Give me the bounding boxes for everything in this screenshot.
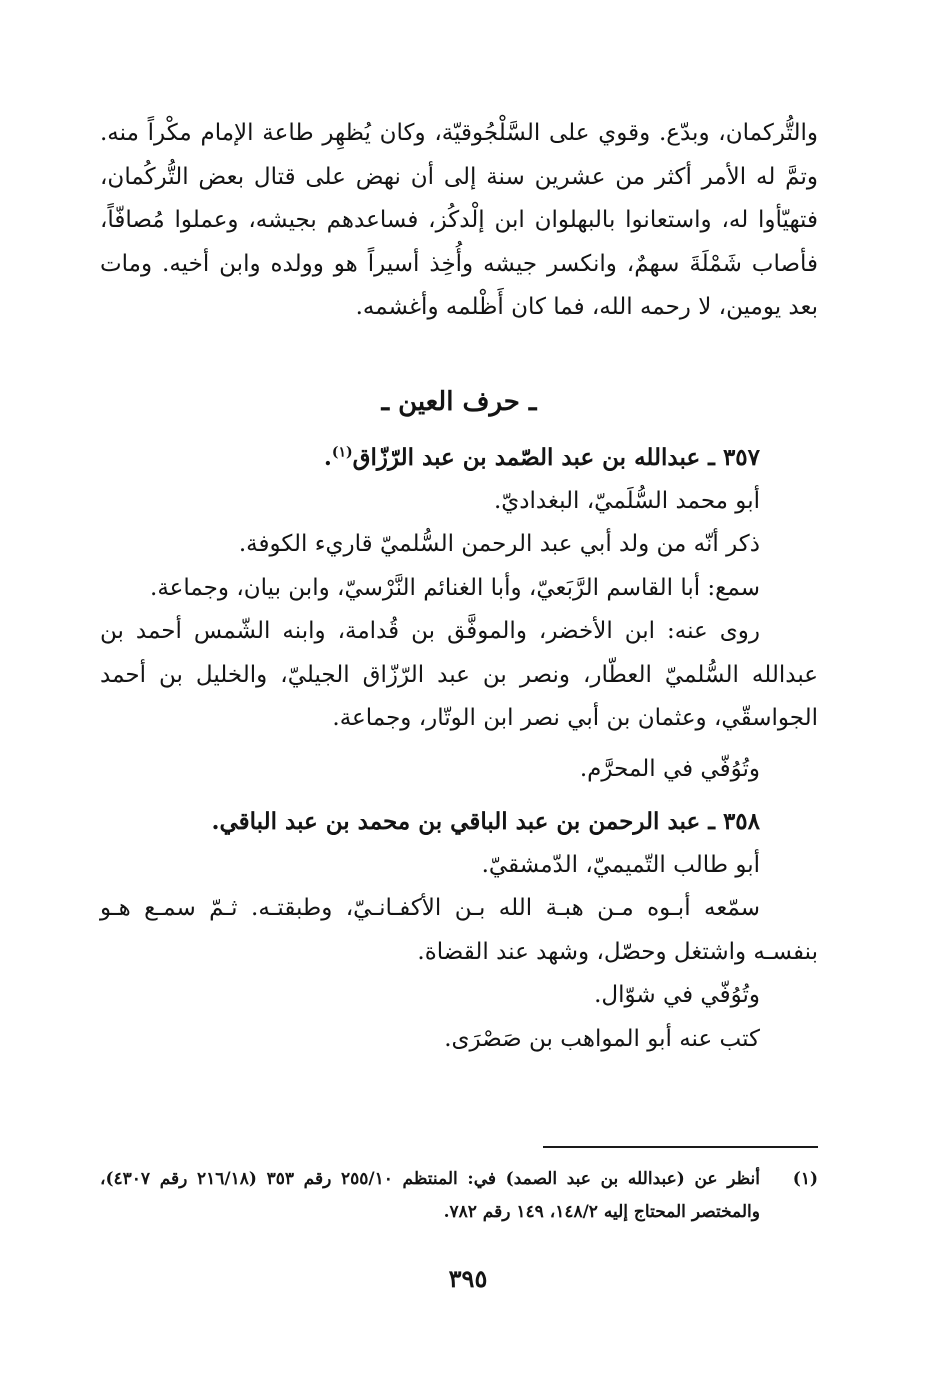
- entry-death: وتُوُفّي في شوّال.: [594, 982, 760, 1008]
- entry-death: وتُوُفّي في المحرَّم.: [579, 755, 760, 782]
- entry-heard: سمّعه أبـوه مـن هبـة الله بـن الأكفـانـيّ، وطبقتـه. ثـمّ سمـع هـو بنفسـه واشتغل وحصّل، وشهد عند القضاة.: [100, 895, 818, 965]
- footnote-reference: (١): [331, 444, 353, 461]
- footnote-number: (١): [792, 1169, 818, 1189]
- entry-title: ٣٥٧ ـ عبدالله بن عبد الصّمد بن عبد الرّزّاق: [352, 444, 760, 471]
- biography-entry-357: [100, 436, 818, 791]
- entry-lineage: ذكر أنّه من ولد أبي عبد الرحمن السُّلميّ قاريء الكوفة.: [238, 531, 760, 557]
- entry-heard: سمع: أبا القاسم الرَّبَعيّ، وأبا الغنائم النَّرْسيّ، وابن بيان، وجماعة.: [150, 574, 760, 601]
- entry-kunya: أبو محمد السُّلَميّ، البغداديّ.: [493, 487, 760, 514]
- biography-entry-358: [100, 800, 818, 1061]
- entry-heading: [100, 436, 818, 480]
- section-header: ـ حرف العين ـ: [381, 387, 537, 417]
- footnote: [100, 1163, 818, 1229]
- entry-narrators: روى عنه: ابن الأخضر، والموفَّق بن قُدامة، وابنه الشّمس أحمد بن عبدالله السُّلميّ العطّار، ونصر بن عبد الرّزّاق الجيليّ، والخليل بن أحمد الجواسقّي، وعثمان بن أبي نصر ابن الوتّار، وجماعة.: [100, 618, 818, 731]
- entry-title-end: .: [323, 444, 332, 471]
- intro-paragraph: والتُّركمان، وبدّع. وقوي على السَّلْجُوقيّة، وكان يُظهِر طاعة الإمام مكْراً منه. وتمَّ له الأمر أكثر من عشرين سنة إلى أن نهض على قتال بعض التُّركُمان، فتهيّأوا له، واستعانوا بالبهلوان ابن إلْدكُز، فساعدهم بجيشه، وعملوا مُصافّاً، فأصاب شَمْلَةَ سهمٌ، وانكسر جيشه وأُخِذ أسيراً هو وولده وابن أخيه. ومات بعد يومين، لا رحمه الله، فما كان أَظْلمه وأغشمه.: [100, 120, 818, 320]
- footnote-divider: [543, 1146, 818, 1148]
- entry-wrote: كتب عنه أبو المواهب بن صَصْرَى.: [444, 1025, 760, 1052]
- footnote-text: أنظر عن (عبدالله بن عبد الصمد) في: المنتظم ٢٥٥/١٠ رقم ٣٥٣ (٢١٦/١٨ رقم ٤٣٠٧)، والمختصر المحتاج إليه ١٤٨/٢، ١٤٩ رقم ٧٨٢.: [100, 1169, 760, 1222]
- page-number: ٣٩٥: [448, 1264, 488, 1293]
- entry-kunya: أبو طالب التّميميّ، الدّمشقيّ.: [481, 851, 760, 878]
- entry-heading: ٣٥٨ ـ عبد الرحمن بن عبد الباقي بن محمد بن عبد الباقي.: [211, 808, 760, 835]
